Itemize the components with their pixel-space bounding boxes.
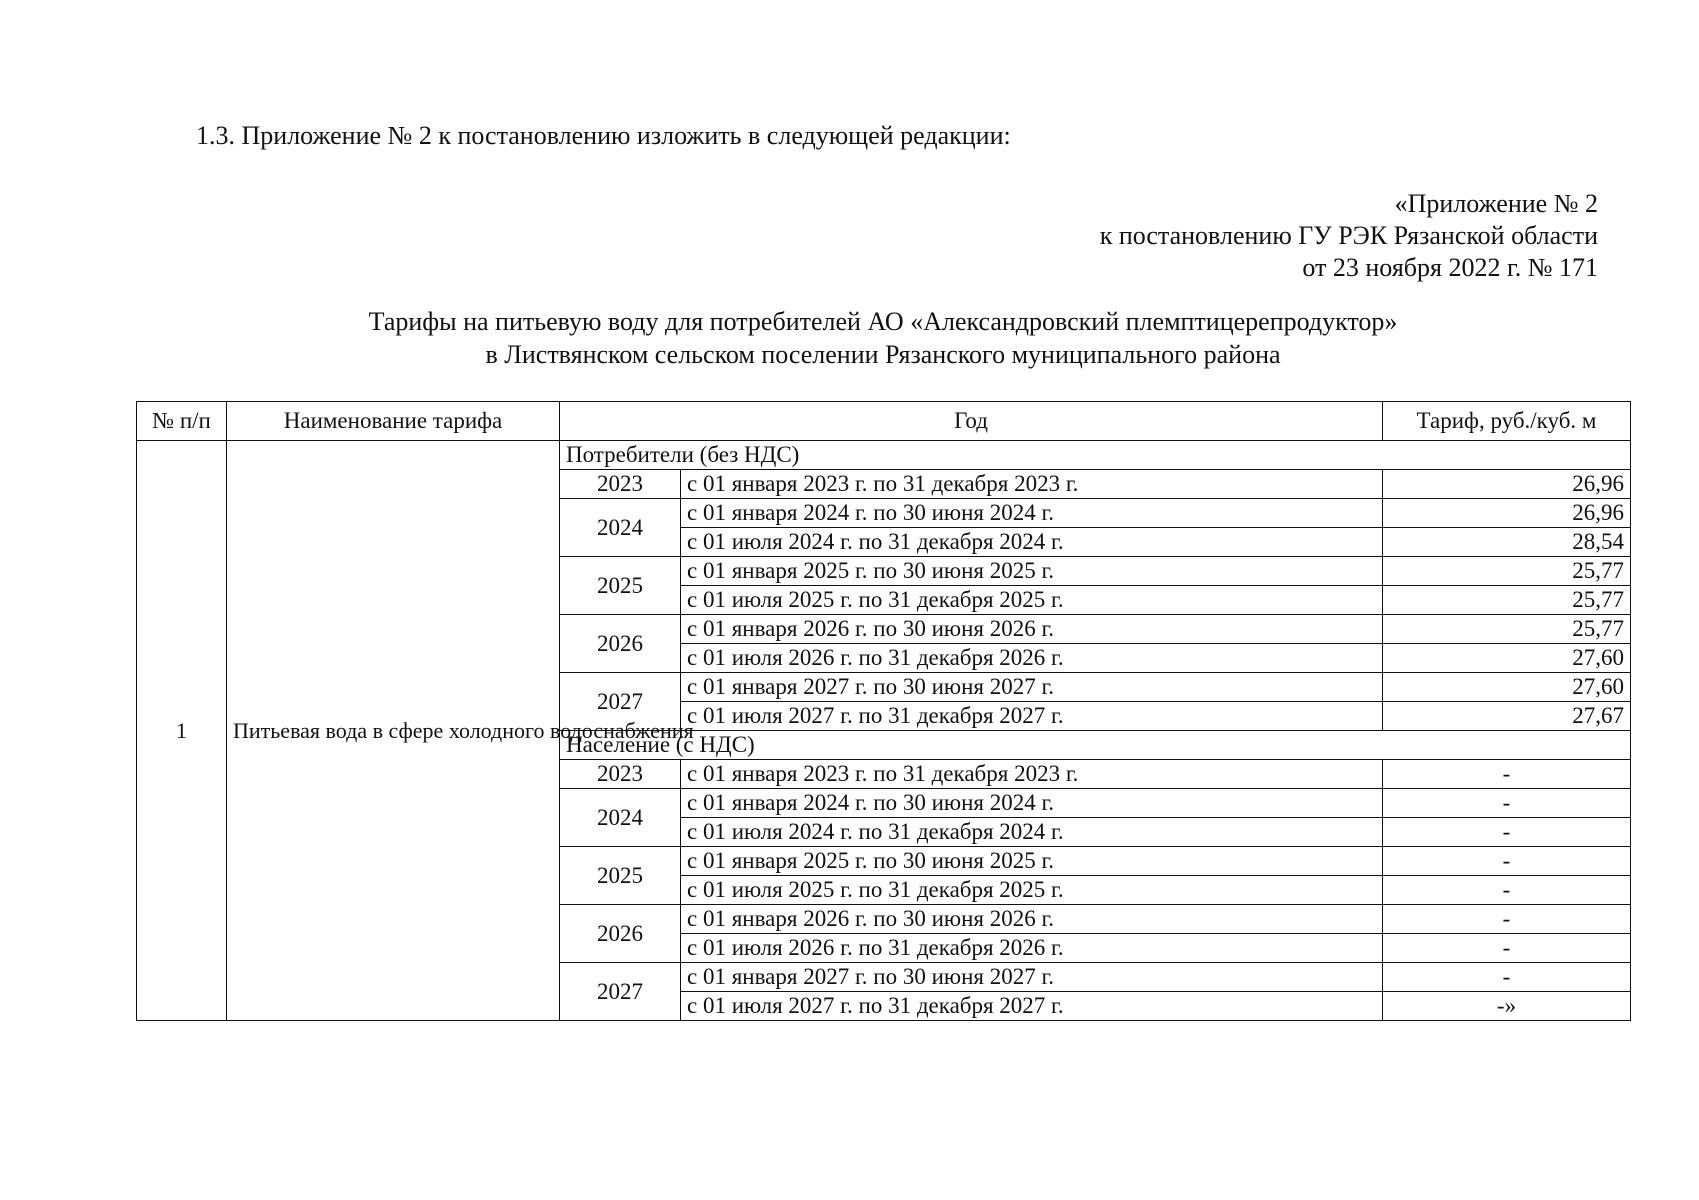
- period-cell: с 01 января 2026 г. по 30 июня 2026 г.: [681, 905, 1383, 934]
- year-cell: 2025: [560, 557, 681, 615]
- tariff-value-cell: -: [1383, 963, 1631, 992]
- period-cell: с 01 июля 2027 г. по 31 декабря 2027 г.: [681, 992, 1383, 1021]
- period-cell: с 01 июля 2024 г. по 31 декабря 2024 г.: [681, 528, 1383, 557]
- header-year: Год: [560, 402, 1383, 441]
- year-cell: 2023: [560, 470, 681, 499]
- tariff-value-cell: 26,96: [1383, 499, 1631, 528]
- appendix-line-2: к постановлению ГУ РЭК Рязанской области: [1099, 221, 1598, 250]
- period-cell: с 01 января 2024 г. по 30 июня 2024 г.: [681, 789, 1383, 818]
- period-cell: с 01 января 2026 г. по 30 июня 2026 г.: [681, 615, 1383, 644]
- period-cell: с 01 января 2023 г. по 31 декабря 2023 г.: [681, 470, 1383, 499]
- period-cell: с 01 июля 2025 г. по 31 декабря 2025 г.: [681, 876, 1383, 905]
- tariff-name: Питьевая вода в сфере холодного водоснабжения: [227, 441, 560, 1021]
- tariff-value-cell: -: [1383, 934, 1631, 963]
- document-title: [136, 305, 1630, 371]
- tariff-value-cell: 27,67: [1383, 702, 1631, 731]
- tariff-value-cell: -: [1383, 789, 1631, 818]
- appendix-header: [1100, 188, 1598, 284]
- period-cell: с 01 января 2025 г. по 30 июня 2025 г.: [681, 557, 1383, 586]
- year-cell: 2026: [560, 905, 681, 963]
- tariff-value-cell: 27,60: [1383, 673, 1631, 702]
- tariff-value-cell: 25,77: [1383, 615, 1631, 644]
- period-cell: с 01 января 2027 г. по 30 июня 2027 г.: [681, 673, 1383, 702]
- row-number: 1: [137, 441, 227, 1021]
- period-cell: с 01 июля 2027 г. по 31 декабря 2027 г.: [681, 702, 1383, 731]
- tariff-value-cell: -: [1383, 760, 1631, 789]
- table-header-row: [137, 402, 1631, 441]
- tariff-value-cell: -»: [1383, 992, 1631, 1021]
- year-cell: 2026: [560, 615, 681, 673]
- header-name: Наименование тарифа: [227, 402, 560, 441]
- group-label: Население (с НДС): [560, 731, 1631, 760]
- group-row: [137, 441, 1631, 470]
- group-label: Потребители (без НДС): [560, 441, 1631, 470]
- period-cell: с 01 января 2027 г. по 30 июня 2027 г.: [681, 963, 1383, 992]
- tariff-value-cell: -: [1383, 905, 1631, 934]
- tariff-value-cell: 25,77: [1383, 557, 1631, 586]
- year-cell: 2024: [560, 499, 681, 557]
- appendix-line-1: «Приложение № 2: [1394, 189, 1598, 218]
- tariff-value-cell: -: [1383, 818, 1631, 847]
- tariff-table: [136, 401, 1631, 1021]
- table-body: [137, 441, 1631, 1021]
- tariff-value-cell: 28,54: [1383, 528, 1631, 557]
- year-cell: 2025: [560, 847, 681, 905]
- period-cell: с 01 июля 2025 г. по 31 декабря 2025 г.: [681, 586, 1383, 615]
- tariff-value-cell: -: [1383, 847, 1631, 876]
- period-cell: с 01 января 2025 г. по 30 июня 2025 г.: [681, 847, 1383, 876]
- period-cell: с 01 июля 2024 г. по 31 декабря 2024 г.: [681, 818, 1383, 847]
- tariff-value-cell: 27,60: [1383, 644, 1631, 673]
- period-cell: с 01 января 2023 г. по 31 декабря 2023 г.: [681, 760, 1383, 789]
- year-cell: 2024: [560, 789, 681, 847]
- tariff-value-cell: 25,77: [1383, 586, 1631, 615]
- period-cell: с 01 июля 2026 г. по 31 декабря 2026 г.: [681, 934, 1383, 963]
- appendix-line-3: от 23 ноября 2022 г. № 171: [1302, 253, 1598, 282]
- header-tariff: Тариф, руб./куб. м: [1383, 402, 1631, 441]
- intro-paragraph: 1.3. Приложение № 2 к постановлению изложить в следующей редакции:: [196, 121, 1011, 150]
- period-cell: с 01 января 2024 г. по 30 июня 2024 г.: [681, 499, 1383, 528]
- header-num: № п/п: [137, 402, 227, 441]
- year-cell: 2027: [560, 673, 681, 731]
- title-line-1: Тарифы на питьевую воду для потребителей АО «Александровский племптицерепродуктор»: [368, 307, 1398, 336]
- year-cell: 2027: [560, 963, 681, 1021]
- year-cell: 2023: [560, 760, 681, 789]
- period-cell: с 01 июля 2026 г. по 31 декабря 2026 г.: [681, 644, 1383, 673]
- tariff-value-cell: 26,96: [1383, 470, 1631, 499]
- tariff-value-cell: -: [1383, 876, 1631, 905]
- title-line-2: в Листвянском сельском поселении Рязанского муниципального района: [485, 340, 1281, 369]
